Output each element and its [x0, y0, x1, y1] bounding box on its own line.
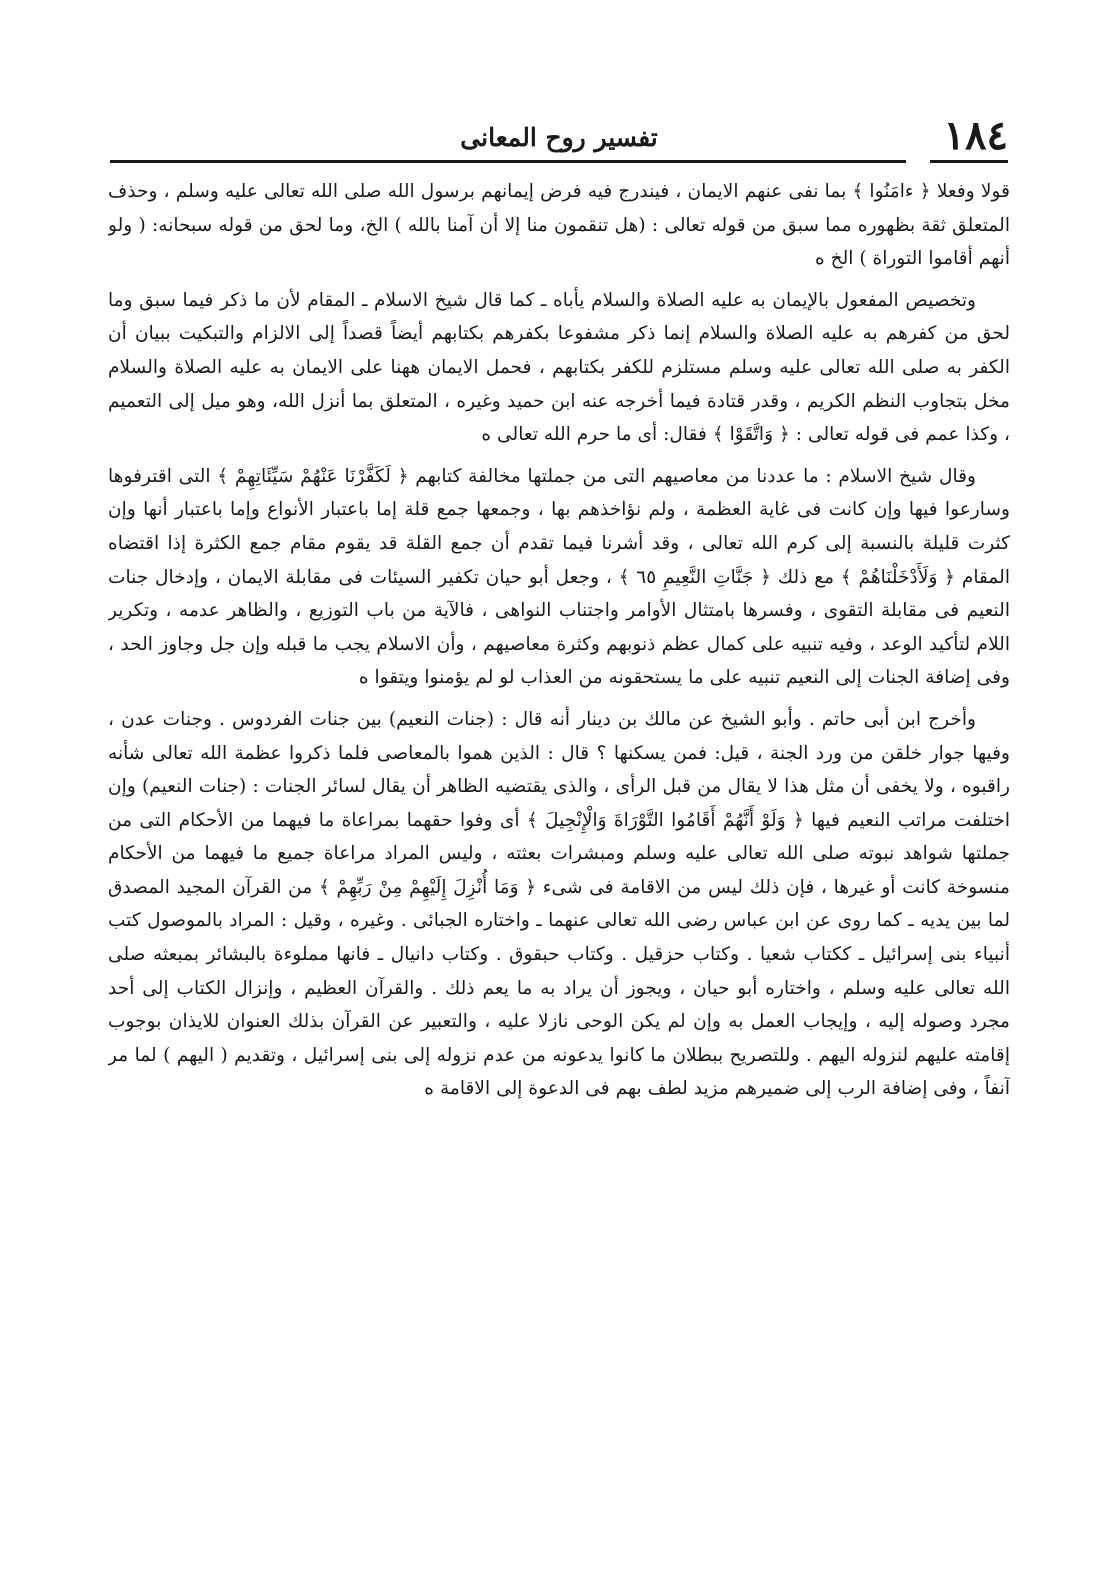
- page-number: ١٨٤: [943, 112, 1008, 159]
- text-body: [108, 175, 1010, 1480]
- page-header: [110, 112, 1008, 170]
- paragraph: وتخصيص المفعول بالإيمان به عليه الصلاة والسلام يأباه ـ كما قال شيخ الاسلام ـ المقام لأن ما ذكر فيما سبق وما لحق من كفرهم به عليه الصلاة والسلام إنما ذكر مشفوعا بكفرهم بكتابهم أيضاً قصداً إلى الالزام والتبكيت ببيان أن الكفر به صلى الله تعالى عليه وسلم مستلزم للكفر بكتابهم ، فحمل الايمان ههنا على الايمان به عليه الصلاة والسلام مخل بتجاوب النظم الكريم ، وقدر قتادة فيما أخرجه عنه ابن حميد وغيره ، المتعلق بما أنزل الله، وهو ميل إلى التعميم ، وكذا عمم فى قوله تعالى : ﴿ وَاتَّقَوْا ﴾ فقال: أى ما حرم الله تعالى ه: [108, 289, 1010, 446]
- paragraph: قولا وفعلا ﴿ ءامَنُوا ﴾ بما نفى عنهم الايمان ، فيندرج فيه فرض إيمانهم برسول الله صلى الله تعالى عليه وسلم ، وحذف المتعلق ثقة بظهوره مما سبق من قوله تعالى : (هل تنقمون منا إلا أن آمنا بالله ) الخ، وما لحق من قوله سبحانه: ( ولو أنهم أقاموا التوراة ) الخ ه: [108, 181, 1010, 270]
- header-rule-right: [930, 160, 1008, 163]
- paragraph: وقال شيخ الاسلام : ما عددنا من معاصيهم التى من جملتها مخالفة كتابهم ﴿ لَكَفَّرْنَا عَنْهُمْ سَيِّئَاتِهِمْ ﴾ التى اقترفوها وسارعوا فيها وإن كانت فى غاية العظمة ، ولم نؤاخذهم بها ، وجمعها جمع قلة إما باعتبار الأنواع وإما باعتبار أنها وإن كثرت قليلة بالنسبة إلى كرم الله تعالى ، وقد أشرنا فيما تقدم أن جمع القلة قد يقوم مقام جمع الكثرة إذا اقتضاه المقام ﴿ وَلَأَدْخَلْنَاهُمْ ﴾ مع ذلك ﴿ جَنَّاتِ النَّعِيمِ ٦٥ ﴾ ، وجعل أبو حيان تكفير السيئات فى مقابلة الايمان ، وإدخال جنات النعيم فى مقابلة التقوى ، وفسرها بامتثال الأوامر واجتناب النواهى ، فالآية من باب التوزيع ، والظاهر عدمه ، وتكرير اللام لتأكيد الوعد ، وفيه تنبيه على كمال عظم ذنوبهم وكثرة معاصيهم ، وأن الاسلام يجب ما قبله وإن جل وجاوز الحد ، وفى إضافة الجنات إلى النعيم تنبيه على ما يستحقونه من العذاب لو لم يؤمنوا ويتقوا ه: [108, 465, 1010, 689]
- running-title: تفسير روح المعانى: [460, 123, 658, 152]
- header-rule-main: [110, 160, 906, 163]
- paragraph: وأخرج ابن أبى حاتم . وأبو الشيخ عن مالك بن دينار أنه قال : (جنات النعيم) بين جنات الفردوس . وجنات عدن ، وفيها جوار خلقن من ورد الجنة ، قيل: فمن يسكنها ؟ قال : الذين هموا بالمعاصى فلما ذكروا عظمة الله تعالى شأنه راقبوه ، ولا يخفى أن مثل هذا لا يقال من قبل الرأى ، والذى يقتضيه الظاهر أن يقال لسائر الجنات : (جنات النعيم) وإن اختلفت مراتب النعيم فيها ﴿ وَلَوْ أَنَّهُمْ أَقَامُوا التَّوْرَاةَ وَالْإِنْجِيلَ ﴾ أى وفوا حقهما بمراعاة ما فيهما من الأحكام التى من جملتها شواهد نبوته صلى الله تعالى عليه وسلم ومبشرات بعثته ، وليس المراد مراعاة جميع ما فيهما من الأحكام منسوخة كانت أو غيرها ، فإن ذلك ليس من الاقامة فى شىء ﴿ وَمَا أُنْزِلَ إِلَيْهِمْ مِنْ رَبِّهِمْ ﴾ من القرآن المجيد المصدق لما بين يديه ـ كما روى عن ابن عباس رضى الله تعالى عنهما ـ واختاره الجبائى . وغيره ، وقيل : المراد بالموصول كتب أنبياء بنى إسرائيل ـ ككتاب شعيا . وكتاب حزقيل . وكتاب حبقوق . وكتاب دانيال ـ فانها مملوءة بالبشائر بمبعثه صلى الله تعالى عليه وسلم ، واختاره أبو حيان ، ويجوز أن يراد به ما يعم ذلك . والقرآن العظيم ، وإنزال الكتاب إلى أحد مجرد وصوله إليه ، وإيجاب العمل به وإن لم يكن الوحى نازلا عليه ، والتعبير عن القرآن بذلك العنوان للايذان بوجوب إقامته عليهم لنزوله اليهم . وللتصريح ببطلان ما كانوا يدعونه من عدم نزوله إلى بنى إسرائيل ، وتقديم ( اليهم ) لما مر آنفاً ، وفى إضافة الرب إلى ضميرهم مزيد لطف بهم فى الدعوة إلى الاقامة ه: [108, 708, 1010, 1100]
